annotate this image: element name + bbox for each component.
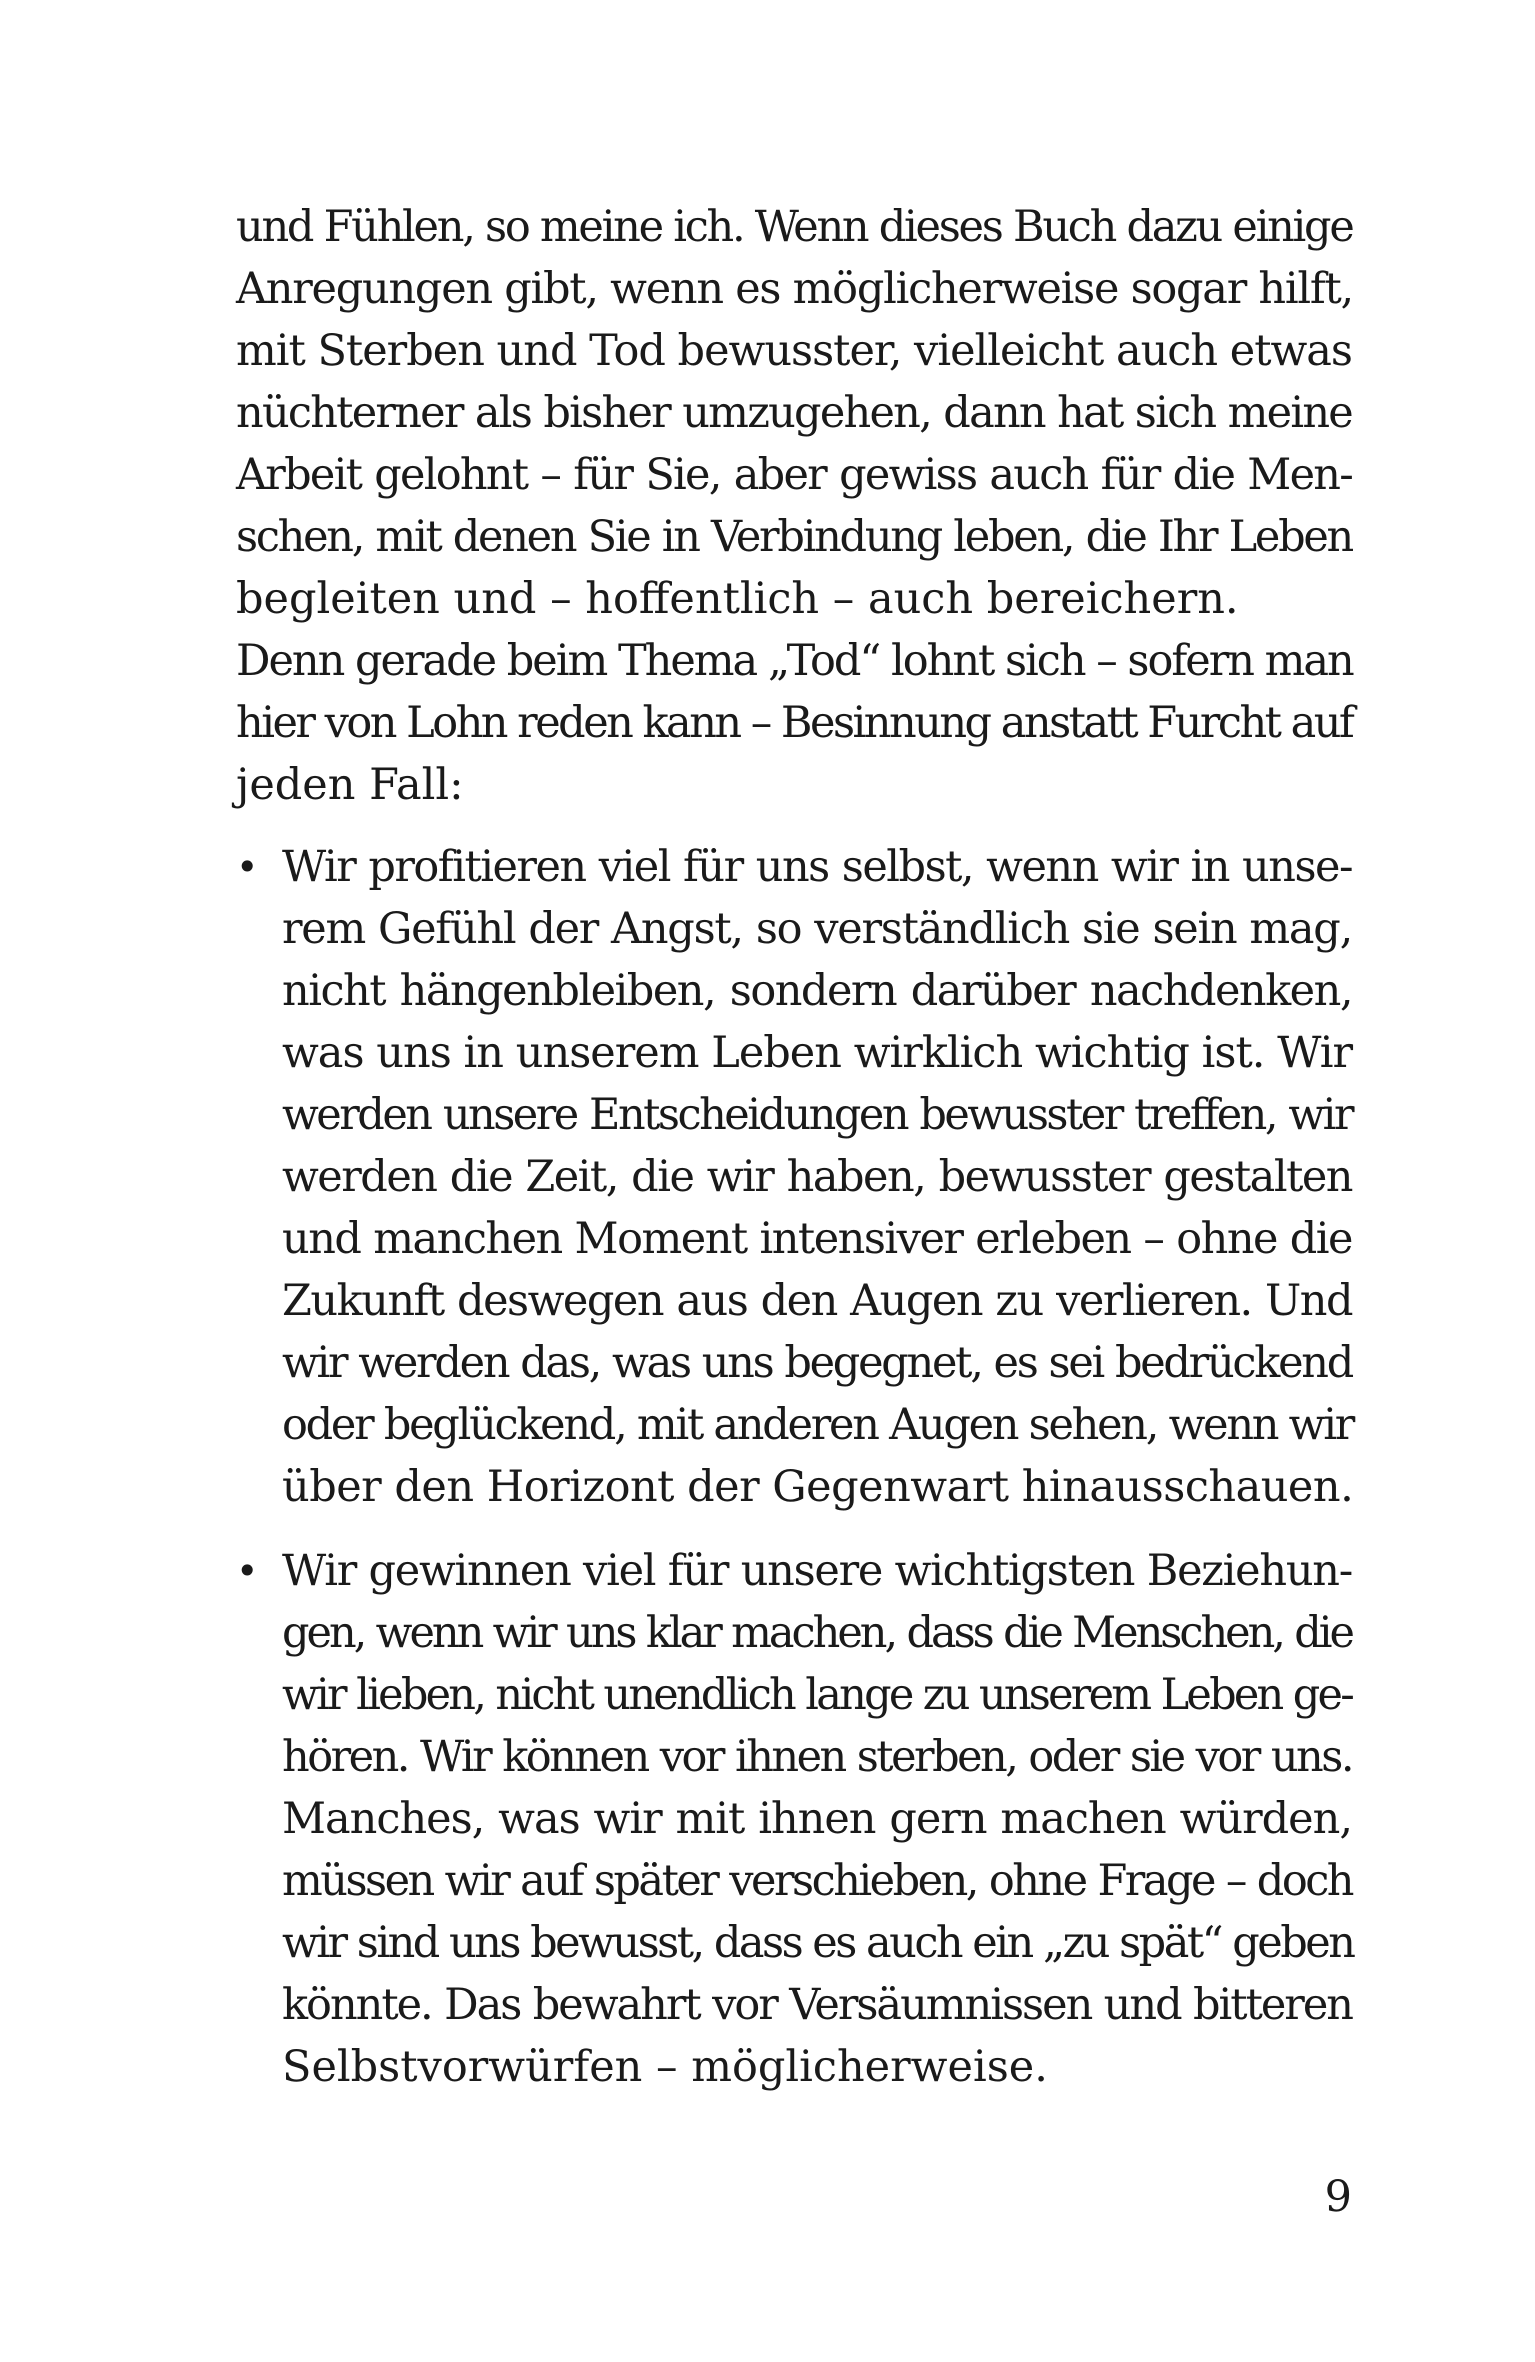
text-line: und manchen Moment intensiver erleben – ohne die [282, 1214, 1352, 1264]
text-line: rem Gefühl der Angst, so verständlich sie sein mag, [282, 904, 1352, 954]
text-line: hören. Wir können vor ihnen sterben, oder sie vor uns. [282, 1732, 1352, 1782]
text-line: und Fühlen, so meine ich. Wenn dieses Buch dazu einige [236, 202, 1353, 252]
text-line: Zukunft deswegen aus den Augen zu verlieren. Und [282, 1276, 1352, 1326]
text-line: nüchterner als bisher umzugehen, dann hat sich meine [236, 388, 1352, 438]
text-line: müssen wir auf später verschieben, ohne Frage – doch [282, 1856, 1352, 1906]
text-line: was uns in unserem Leben wirklich wichtig ist. Wir [282, 1028, 1352, 1078]
page-number: 9 [1324, 2172, 1352, 2222]
text-line: Selbstvorwürfen – möglicherweise. [282, 2042, 1048, 2092]
text-line: begleiten und – hoffentlich – auch bereichern. [236, 574, 1239, 624]
text-line: Wir profitieren viel für uns selbst, wenn wir in unse- [282, 842, 1352, 892]
text-line: jeden Fall: [236, 760, 464, 810]
text-line: wir werden das, was uns begegnet, es sei bedrückend [282, 1338, 1352, 1388]
bullet-icon: • [236, 845, 259, 889]
text-line: Anregungen gibt, wenn es möglicherweise sogar hilft, [236, 264, 1353, 314]
bullet-text [282, 836, 1352, 1518]
text-line: gen, wenn wir uns klar machen, dass die Menschen, die [282, 1608, 1352, 1658]
bullet-icon: • [236, 1549, 259, 1593]
text-line: werden unsere Entscheidungen bewusster treffen, wir [282, 1090, 1352, 1140]
text-line: wir sind uns bewusst, dass es auch ein „zu spät“ geben [282, 1918, 1354, 1968]
text-line: über den Horizont der Gegenwart hinausschauen. [282, 1462, 1354, 1512]
text-line: Arbeit gelohnt – für Sie, aber gewiss auch für die Men- [236, 450, 1352, 500]
text-line: Wir gewinnen viel für unsere wichtigsten Beziehun- [282, 1546, 1352, 1596]
text-line: nicht hängenbleiben, sondern darüber nachdenken, [282, 966, 1352, 1016]
bullet-text [282, 1540, 1352, 2098]
text-line: wir lieben, nicht unendlich lange zu unserem Leben ge- [282, 1670, 1352, 1720]
intro-paragraph [236, 196, 1352, 816]
text-line: könnte. Das bewahrt vor Versäumnissen und bitteren [282, 1980, 1352, 2030]
text-line: werden die Zeit, die wir haben, bewusster gestalten [282, 1152, 1352, 1202]
text-line: Denn gerade beim Thema „Tod“ lohnt sich – sofern man [236, 636, 1353, 686]
text-line: hier von Lohn reden kann – Besinnung anstatt Furcht auf [236, 698, 1353, 748]
text-line: Manches, was wir mit ihnen gern machen würden, [282, 1794, 1352, 1844]
text-line: schen, mit denen Sie in Verbindung leben, die Ihr Leben [236, 512, 1352, 562]
text-line: mit Sterben und Tod bewusster, vielleicht auch etwas [236, 326, 1352, 376]
text-line: oder beglückend, mit anderen Augen sehen, wenn wir [282, 1400, 1354, 1450]
